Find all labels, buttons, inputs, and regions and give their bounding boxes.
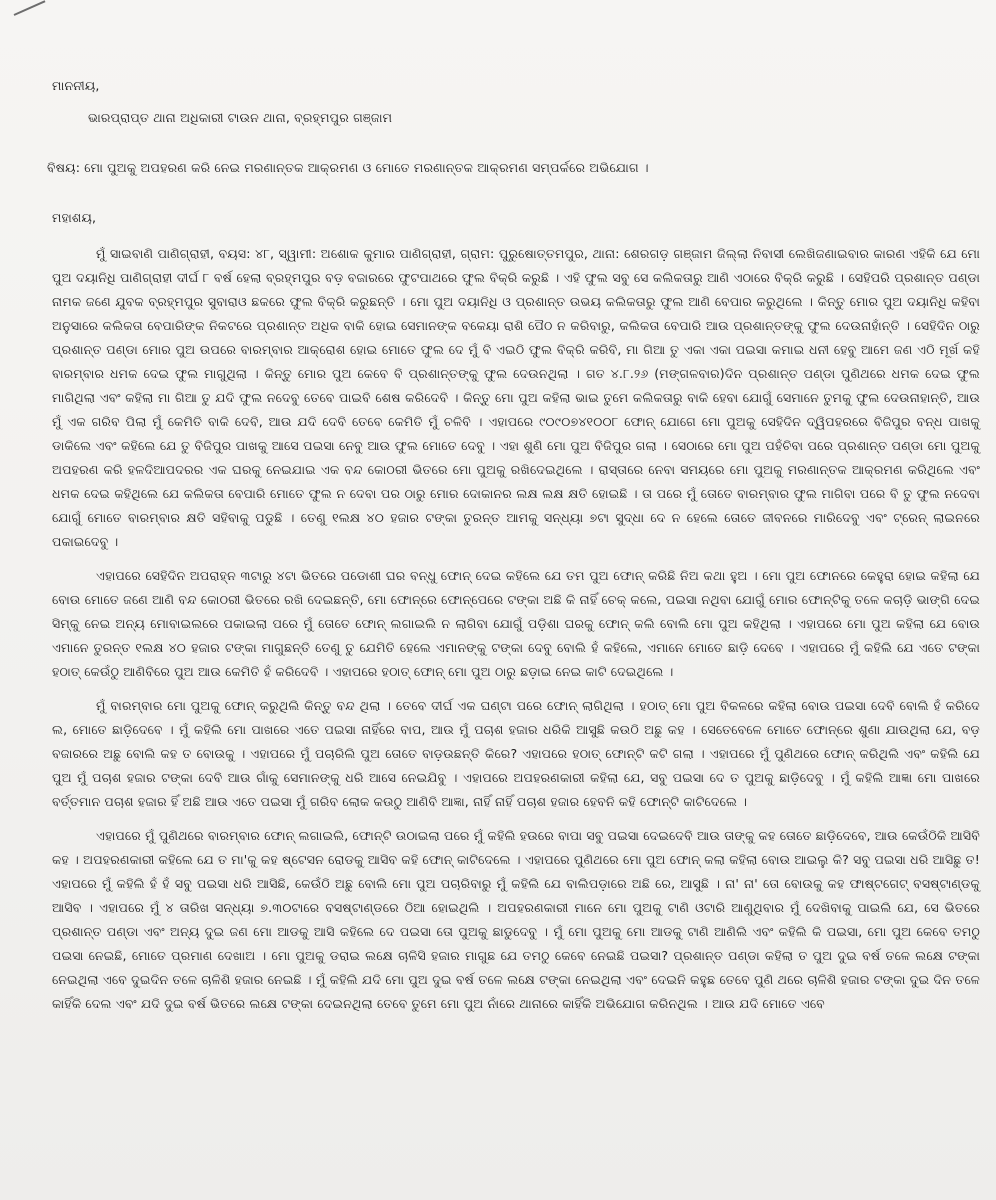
salutation: ମାନନୀୟ, bbox=[52, 78, 100, 93]
paragraph-4: ଏହାପରେ ମୁଁ ପୁଣିଥରେ ବାରମ୍ବାର ଫୋନ୍ ଲଗାଇଲି, ଫୋନ୍‌ଟି ଉଠାଇଲା ପରେ ମୁଁ କହିଲି ହଉରେ ବାପା ସବୁ ପଇସା ଦେଇଦେବି ଆଉ ତାଙ୍କୁ କହ ତୋତେ ଛାଡ଼ିଦେବେ, ଆଉ କେଉଁଠିକି ଆସିବି କହ । ଅପହରଣକାରୀ କହିଲେ ଯେ ତ ମା'କୁ କହ ଷ୍ଟେସନ ରୋଡକୁ ଆସିବ କହି ଫୋନ୍ କାଟିଦେଲେ । ଏହାପରେ ପୁଣିଥରେ ମୋ ପୁଅ ଫୋନ୍ କଲା କହିଲା ବୋଉ ଆଇଲୁ କି? ସବୁ ପଇସା ଧରି ଆସିଛୁ ତ! ଏହାପରେ ମୁଁ କହିଲି ହଁ ହଁ ସବୁ ପଇସା ଧରି ଆସିଛି, କେଉଁଠି ଅଛୁ ବୋଲି ମୋ ପୁଅ ପଚାରିବାରୁ ମୁଁ କହିଲି ଯେ ବାଲିପଡ଼ାରେ ଅଛି ରେ, ଆସୁଛି । ନା' ନା' ତୋ ବୋଉକୁ କହ ଫାଷ୍ଟଗେଟ୍ ବସଷ୍ଟାଣ୍ଡକୁ ଆସିବ । ଏହାପରେ ମୁଁ ୪ ତାରିଖ ସନ୍ଧ୍ୟା ୭.୩୦ଟାରେ ବସଷ୍ଟାଣ୍ଡରେ ଠିଆ ହୋଇଥିଲି । ଅପହରଣକାରୀ ମାନେ ମୋ ପୁଅକୁ ଟାଣି ଓଟାରି ଆଣୁଥିବାର ମୁଁ ଦେଖିବାକୁ ପାଇଲି ଯେ, ସେ ଭିତରେ ପ୍ରଶାନ୍ତ ପଣ୍ଡା ଏବଂ ଅନ୍ୟ ଦୁଇ ଜଣ ମୋ ଆଡକୁ ଆସି କହିଲେ ଦେ ପଇସା ତୋ ପୁଅକୁ ଛାଡୁଦେବୁ । ମୁଁ ମୋ ପୁଅକୁ ମୋ ଆଡକୁ ଟାଣି ଆଣିଲି ଏବଂ କହିଲି କି ପଇସା, ମୋ ପୁଅ କେବେ ତମଠୁ ପଇସା ନେଇଛି, ମୋତେ ପ୍ରମାଣ ଦେଖାଅ । ମୋ ପୁଅକୁ ଡରାଇ ଲକ୍ଷେ ଚାଳିସି ହଜାର ମାଗୁଛ ଯେ ତମଠୁ କେବେ ନେଇଛି ପଇସା? ପ୍ରଶାନ୍ତ ପଣ୍ଡା କହିଲା ତ ପୁଅ ଦୁଇ ବର୍ଷ ତଳେ ଲକ୍ଷେ ଟଙ୍କା ନେଇଥିଲା ଏବେ ଦୁଇଦିନ ତଳେ ଚାଳିଶି ହଜାର ନେଇଛି । ମୁଁ କହିଲି ଯଦି ମୋ ପୁଅ ଦୁଇ ବର୍ଷ ତଳେ ଲକ୍ଷେ ଟଙ୍କା ନେଇଥିଲା ଏବଂ ଦେଇନି କହୁଛ ତେବେ ପୁଣି ଥରେ ଚାଳିଶି ହଜାର ଟଙ୍କା ଦୁଇ ଦିନ ତଳେ କାହିଁକି ଦେଲ ଏବଂ ଯଦି ଦୁଇ ବର୍ଷ ଭିତରେ ଲକ୍ଷେ ଟଙ୍କା ଦେଇନଥିଲା ତେବେ ତୁମେ ମୋ ପୁଅ ନାଁରେ ଥାନାରେ କାହିଁକି ଅଭିଯୋଗ କରିନଥିଲ । ଆଉ ଯଦି ମୋତେ ଏବେ bbox=[52, 828, 980, 1011]
paragraph-3: ମୁଁ ବାରମ୍ବାର ମୋ ପୁଅକୁ ଫୋନ୍ କରୁଥିଲି କିନ୍ତୁ ବନ୍ଦ ଥିଲା । ତେବେ ଦୀର୍ଘ ଏକ ଘଣ୍ଟା ପରେ ଫୋନ୍ ଲାଗିଥିଲା । ହଠାତ୍ ମୋ ପୁଅ ବିକଳରେ କହିଲା ବୋଉ ପଇସା ଦେବି ବୋଲି ହଁ କରିଦେ ଲ, ମୋତେ ଛାଡ଼ିଦେବେ । ମୁଁ କହିଲି ମୋ ପାଖରେ ଏତେ ପଇସା ନାହିଁରେ ବାପ, ଆଉ ମୁଁ ପଚାଶ ହଜାର ଧରିକି ଆସୁଛି କଉଠି ଅଛୁ କହ । ସେତେବେଳେ ମୋତେ ଫୋନ୍‌ରେ ଶୁଣା ଯାଉଥିଲା ଯେ, ବଡ଼ ବଜାରରେ ଅଛୁ ବୋଲି କହ ତ ବୋଉକୁ । ଏହାପରେ ମୁଁ ପଚାରିଲି ପୁଅ ତୋତେ ବାଡ଼ଉଛନ୍ତି କିରେ? ଏହାପରେ ହଠାତ୍ ଫୋନ୍‌ଟି କଟି ଗଲା । ଏହାପରେ ମୁଁ ପୁଣିଥରେ ଫୋନ୍ କରିଥିଲି ଏବଂ କହିଲି ଯେ ପୁଅ ମୁଁ ପଚାଶ ହଜାର ଟଙ୍କା ଦେବି ଆଉ ଗାଁକୁ ସେମାନଙ୍କୁ ଧରି ଆସେ ନେଇଯିବୁ । ଏହାପରେ ଅପହରଣକାରୀ କହିଲା ଯେ, ସବୁ ପଇସା ଦେ ତ ପୁଅକୁ ଛାଡ଼ିଦେବୁ । ମୁଁ କହିଲି ଆଜ୍ଞା ମୋ ପାଖରେ ବର୍ତ୍ତମାନ ପଚାଶ ହଜାର ହିଁ ଅଛି ଆଉ ଏତେ ପଇସା ମୁଁ ଗରିବ ଲୋକ କଉଠୁ ଆଣିବି ଆଜ୍ଞା, ନାହିଁ ନାହିଁ ପଚାଶ ହଜାର ହେବନି କହି ଫୋନ୍‌ଟି କାଟିଦେଲେ । bbox=[52, 698, 980, 809]
paragraph-2: ଏହାପରେ ସେହିଦିନ ଅପରାହ୍ନ ୩ଟାରୁ ୪ଟା ଭିତରେ ପଡୋଶୀ ଘର ବନ୍ଧୁ ଫୋନ୍ ଦେଇ କହିଲେ ଯେ ତମ ପୁଅ ଫୋନ୍ କରିଛି ନିଅ କଥା ହୁଅ । ମୋ ପୁଅ ଫୋନରେ କେହୁରା ହୋଇ କହିଲା ଯେ ବୋଉ ମୋତେ ଜଣେ ଆଣି ବନ୍ଦ କୋଠରୀ ଭିତରେ ରଖି ଦେଇଛନ୍ତି, ମୋ ଫୋନ୍‌ରେ ଫୋନ୍‌ପେରେ ଟଙ୍କା ଅଛି କି ନାହିଁ ଚେକ୍ କଲେ, ପଇସା ନଥିବା ଯୋଗୁଁ ମୋର ଫୋନ୍‌ଟିକୁ ତଳେ କଚାଡ଼ି ଭାଙ୍ଗି ଦେଇ ସିମ୍‌କୁ ନେଇ ଅନ୍ୟ ମୋବାଇଲରେ ପକାଇଲା ପରେ ମୁଁ ତୋତେ ଫୋନ୍ ଲଗାଇଲି ନ ଲାଗିବା ଯୋଗୁଁ ପଡ଼ିଶା ଘରକୁ ଫୋନ୍ କଲି ବୋଲି ମୋ ପୁଅ କହିଥିଲା । ଏହାପରେ ମୋ ପୁଅ କହିଲା ଯେ ବୋଉ ଏମାନେ ତୁରନ୍ତ ୧ଲକ୍ଷ ୪୦ ହଜାର ଟଙ୍କା ମାଗୁଛନ୍ତି ତେଣୁ ତୁ ଯେମିତି ହେଲେ ଏମାନଙ୍କୁ ଟଙ୍କା ଦେବୁ ବୋଲି ହଁ କହିଲେ, ଏମାନେ ମୋତେ ଛାଡ଼ି ଦେବେ । ଏହାପରେ ମୁଁ କହିଲି ଯେ ଏତେ ଟଙ୍କା ହଠାତ୍ କେଉଁଠୁ ଆଣିବିରେ ପୁଅ ଆଉ କେମିତି ହଁ କରିଦେବି । ଏହାପରେ ହଠାତ୍ ଫୋନ୍ ମୋ ପୁଅ ଠାରୁ ଛଡ଼ାଇ ନେଇ କାଟି ଦେଇଥିଲେ । bbox=[52, 568, 980, 679]
letter-body bbox=[47, 74, 980, 1016]
paragraph-1: ମୁଁ ସାଇବାଣି ପାଣିଗ୍ରାହୀ, ବୟସ: ୪୮, ସ୍ୱାମୀ: ଅଶୋକ କୁମାର ପାଣିଗ୍ରାହୀ, ଗ୍ରାମ: ପୁରୁଷୋତ୍ତମପୁର, ଥାନା: ଶେରଗଡ଼ ଗଞ୍ଜାମ ଜିଲ୍ଲା ନିବାସୀ ଲେଖିଜଣାଇବାର କାରଣ ଏହିକି ଯେ ମୋ ପୁଅ ଦୟାନିଧି ପାଣିଗ୍ରାହୀ ଦୀର୍ଘ ୮ ବର୍ଷ ହେଲା ବ୍ରହ୍ମପୁର ବଡ଼ ବଜାରରେ ଫୁଟପାଥରେ ଫୁଲ ବିକ୍ରି କରୁଛି । ଏହି ଫୁଲ ସବୁ ସେ କଲିକତାରୁ ଆଣି ଏଠାରେ ବିକ୍ରି କରୁଛି । ସେହିପରି ପ୍ରଶାନ୍ତ ପଣ୍ଡା ନାମକ ଜଣେ ଯୁବକ ବ୍ରହ୍ମପୁର ସୁବାରାଓ ଛକରେ ଫୁଲ ବିକ୍ରି କରୁଛନ୍ତି । ମୋ ପୁଅ ଦୟାନିଧି ଓ ପ୍ରଶାନ୍ତ ଉଭୟ କଲିକତାରୁ ଫୁଲ ଆଣି ବେପାର କରୁଥିଲେ । କିନ୍ତୁ ମୋର ପୁଅ ଦୟାନିଧି କହିବା ଅନୁସାରେ କଲିକତା ବେପାରିଙ୍କ ନିକଟରେ ପ୍ରଶାନ୍ତ ଅଧିକ ବାକି ହୋଇ ସେମାନଙ୍କ ବକେୟା ରାଶି ପୈଠ ନ କରିବାରୁ, କଲିକତା ବେପାରି ଆଉ ପ୍ରଶାନ୍ତଙ୍କୁ ଫୁଲ ଦେଉନାହାଁନ୍ତି । ସେହିଦିନ ଠାରୁ ପ୍ରଶାନ୍ତ ପଣ୍ଡା ମୋର ପୁଅ ଉପରେ ବାରମ୍ବାର ଆକ୍ରୋଶ ହୋଇ ମୋତେ ଫୁଲ ଦେ ମୁଁ ବି ଏଇଠି ଫୁଲ ବିକ୍ରି କରିବି, ମା ଗିଆ ତୁ ଏକା ଏକା ପଇସା କମାଇ ଧନୀ ହେବୁ ଆମେ ଜଣ ଏଠି ମୂର୍ଖ କହି ବାରମ୍ବାର ଧମକ ଦେଇ ଫୁଲ ମାଗୁଥିଲା । କିନ୍ତୁ ମୋର ପୁଅ କେବେ ବି ପ୍ରଶାନ୍ତଙ୍କୁ ଫୁଲ ଦେଉନଥିଲା । ଗତ ୪.୮.୨୬ (ମଙ୍ଗଳବାର)ଦିନ ପ୍ରଶାନ୍ତ ପଣ୍ଡା ପୁଣିଥରେ ଧମକ ଦେଇ ଫୁଲ ମାଗିଥିଲା ଏବଂ କହିଲା ମା ଗିଆ ତୁ ଯଦି ଫୁଲ ନଦେବୁ ତେବେ ପାଇବି ଶେଷ କରିଦେବି । କିନ୍ତୁ ମୋ ପୁଅ କହିଲା ଭାଇ ତୁମେ କଲିକତାରୁ ବାକି ହେବା ଯୋଗୁଁ ସେମାନେ ତୁମକୁ ଫୁଲ ଦେଉନାହାନ୍ତି, ଆଉ ମୁଁ ଏକ ଗରିବ ପିଲା ମୁଁ କେମିତି ବାକି ଦେବି, ଆଉ ଯଦି ଦେବି ତେବେ କେମିତି ମୁଁ ଚଳିବି । ଏହାପରେ ୯୦୯୦୭୪୧୦୦୮ ଫୋନ୍ ଯୋଗେ ମୋ ପୁଅକୁ ସେହିଦିନ ଦ୍ୱିପହରରେ ବିଜିପୁର ବନ୍ଧ ପାଖକୁ ଡାକିଲେ ଏବଂ କହିଲେ ଯେ ତୁ ବିଜିପୁର ପାଖକୁ ଆସେ ପଇସା ନେବୁ ଆଉ ଫୁଲ ମୋତେ ଦେବୁ । ଏହା ଶୁଣି ମୋ ପୁଅ ବିଜିପୁର ଗଲା । ସେଠାରେ ମୋ ପୁଅ ପହଁଚିବା ପରେ ପ୍ରଶାନ୍ତ ପଣ୍ଡା ମୋ ପୁଅକୁ ଅପହରଣ କରି ହଳଦିଆପଦରର ଏକ ଘରକୁ ନେଇଯାଇ ଏକ ବନ୍ଦ କୋଠରୀ ଭିତରେ ମୋ ପୁଅକୁ ରଖିଦେଇଥିଲେ । ରାସ୍ତାରେ ନେବା ସମୟରେ ମୋ ପୁଅକୁ ମରଣାନ୍ତକ ଆକ୍ରମଣ କରିଥିଲେ ଏବଂ ଧମକ ଦେଇ କହିଥିଲେ ଯେ କଲିକତା ବେପାରି ମୋତେ ଫୁଲ ନ ଦେବା ପର ଠାରୁ ମୋର ଦୋକାନର ଲକ୍ଷ ଲକ୍ଷ କ୍ଷତି ହୋଇଛି । ତା ପରେ ମୁଁ ତୋତେ ବାରମ୍ବାର ଫୁଲ ମାଗିବା ପରେ ବି ତୁ ଫୁଲ ନଦେବା ଯୋଗୁଁ ମୋତେ ବାରମ୍ବାର କ୍ଷତି ସହିବାକୁ ପଡୁଛି । ତେଣୁ ୧ଲକ୍ଷ ୪୦ ହଜାର ଟଙ୍କା ତୁରନ୍ତ ଆମକୁ ସନ୍ଧ୍ୟା ୭ଟା ସୁଦ୍ଧା ଦେ ନ ହେଲେ ତୋତେ ଜୀବନରେ ମାରିଦେବୁ ଏବଂ ଟ୍ରେନ୍ ଲାଇନରେ ପକାଇଦେବୁ । bbox=[52, 246, 980, 549]
subject-line: ବିଷୟ: ମୋ ପୁଅକୁ ଅପହରଣ କରି ନେଇ ମରଣାନ୍ତକ ଆକ୍ରମଣ ଓ ମୋତେ ମରଣାନ୍ତକ ଆକ୍ରମଣ ସମ୍ପର୍କରେ ଅଭିଯୋଗ । bbox=[47, 160, 649, 175]
pen-mark bbox=[14, 0, 46, 16]
greeting: ମହାଶୟ, bbox=[52, 210, 97, 225]
addressee-line: ଭାରପ୍ରାପ୍ତ ଥାନା ଅଧିକାରୀ ଟାଉନ ଥାନା, ବ୍ରହ୍ମପୁର ଗଞ୍ଜାମ bbox=[88, 110, 393, 125]
